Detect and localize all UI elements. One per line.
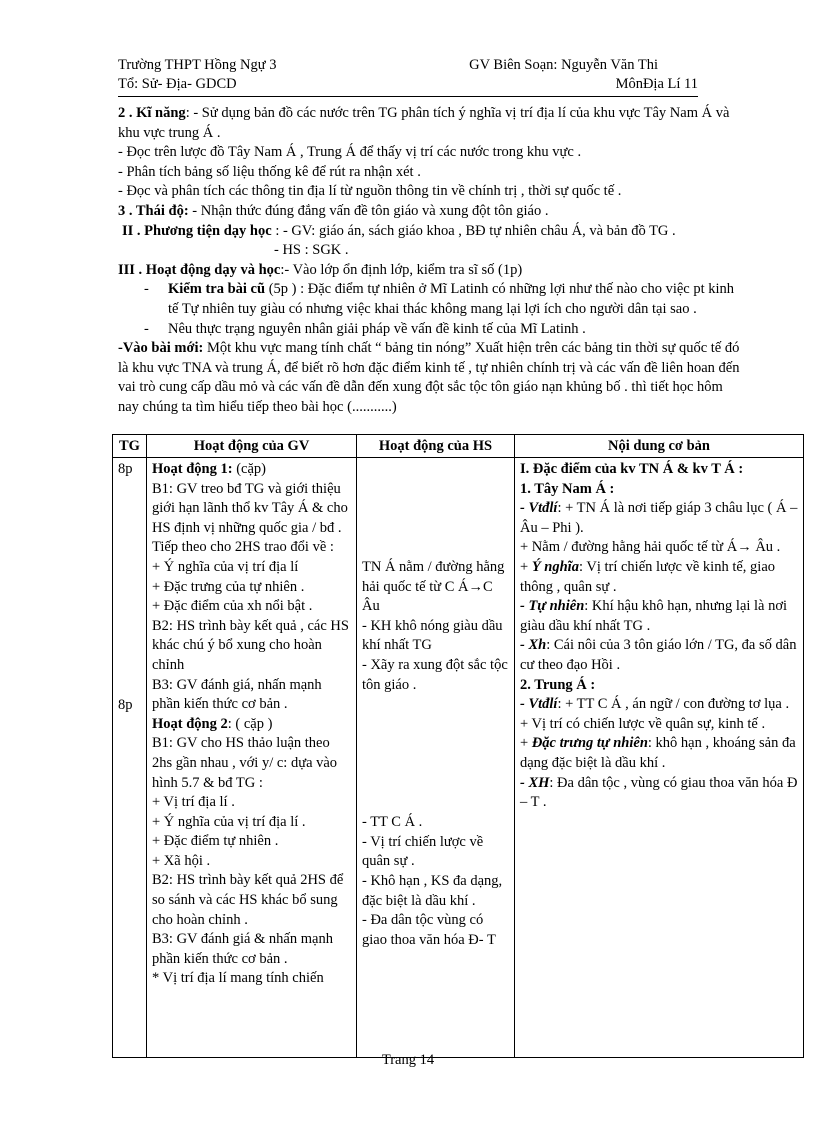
subject: MônĐịa Lí 11 bbox=[615, 76, 698, 92]
content-line: - Tự nhiên: Khí hậu khô hạn, nhưng lại là nơi giàu dầu khí nhất TG . bbox=[520, 598, 788, 634]
skills-text: : - Sử dụng bản đồ các nước trên TG phân tích ý nghĩa vị trí địa lí của khu vực Tây Nam Á và khu vực trung Á . bbox=[118, 105, 730, 141]
skills-item: - Đọc trên lược đồ Tây Nam Á , Trung Á để thấy vị trí các nước trong khu vực . bbox=[118, 144, 582, 161]
content-line: + Nằm / đường hằng hải quốc tế từ Á→ Âu . bbox=[520, 539, 781, 556]
content-line: + Vị trí có chiến lược về quân sự, kinh tế . bbox=[520, 715, 766, 732]
content-line: + Ý nghĩa: Vị trí chiến lược về kinh tế, giao thông , quân sự . bbox=[520, 558, 776, 595]
author-name: GV Biên Soạn: Nguyễn Văn Thi bbox=[469, 57, 658, 73]
content-line: - Vtđlí: + TN Á là nơi tiếp giáp 3 châu lục ( Á – Âu – Phi ). bbox=[520, 500, 798, 536]
content-heading: I. Đặc điểm của kv TN Á & kv T Á : bbox=[520, 461, 744, 477]
table-header-row bbox=[113, 435, 804, 458]
hs-line: - Đa dân tộc vùng có giao thoa văn hóa Đ- T bbox=[362, 912, 496, 948]
hs-line: TN Á nằm / đường hằng hải quốc tế từ C Á→C Âu bbox=[362, 559, 505, 615]
materials-hs: - HS : SGK . bbox=[274, 242, 349, 259]
attitude-paragraph bbox=[118, 202, 743, 222]
gv-line: B2: HS trình bày kết quả 2HS để so sánh và các HS khác bổ sung cho hoàn chỉnh . bbox=[152, 872, 344, 928]
gv-line: + Đặc trưng của tự nhiên . bbox=[152, 578, 305, 595]
page-number: Trang 14 bbox=[381, 1052, 435, 1068]
bullet-dash: - bbox=[144, 320, 149, 337]
gv-line: + Xã hội . bbox=[152, 852, 211, 869]
check-text: (5p ) : Đặc điểm tự nhiên ở Mĩ Latinh có những lợi như thế nào cho việc pt kinh tế Tự nhiên tuy giàu có nhưng việc khai thác không mang lại lợi ích cho người dân tại sao . bbox=[168, 281, 735, 317]
gv-line: B1: GV treo bđ TG và giới thiệu giới hạn lãnh thổ kv Tây Á & cho HS định vị những quốc gia / bđ . bbox=[152, 480, 348, 536]
check-item bbox=[118, 280, 743, 319]
hs-line: - Xãy ra xung đột sắc tộc tôn giáo . bbox=[362, 656, 508, 693]
hs-line: - TT C Á . bbox=[362, 814, 423, 831]
activities-title: III . Hoạt động dạy và học bbox=[118, 261, 281, 278]
intro-text: Một khu vực mang tính chất “ bảng tin nóng” Xuất hiện trên các bảng tin thời sự quốc tế đó là khu vực TNA và trung Á, để biết rõ hơn đặc điểm kinh tế , tự nhiên chính trị và các vấn đề liên hoan đến vai trò cung cấp dầu mỏ và các vấn đề dẫn đến xung đột sắc tộc tôn giáo nạn khủng bố . thì tiết học hôm nay chúng ta tìm hiểu tiếp theo bài học (...........) bbox=[118, 340, 740, 415]
content-subheading: 2. Trung Á : bbox=[520, 676, 596, 693]
content-subheading: 1. Tây Nam Á : bbox=[520, 480, 615, 497]
gv-line: + Vị trí địa lí . bbox=[152, 794, 235, 811]
gv-line: + Ý nghĩa của vị trí địa lí bbox=[152, 558, 299, 575]
gv-line: B1: GV cho HS thảo luận theo 2hs gần nhau , với y/ c: dựa vào hình 5.7 & bđ TG : bbox=[152, 735, 338, 791]
table-row bbox=[113, 458, 804, 1058]
intro-title: -Vào bài mới: bbox=[118, 340, 204, 357]
tg-value: 8p bbox=[118, 696, 133, 713]
header-divider bbox=[118, 96, 698, 97]
document-body bbox=[118, 104, 743, 418]
tg-value: 8p bbox=[118, 461, 133, 477]
header-gv: Hoạt động của GV bbox=[147, 435, 357, 458]
content-line: - Xh: Cái nôi của 3 tôn giáo lớn / TG, đa số dân cư theo đạo Hồi . bbox=[520, 637, 797, 673]
gv-line: + Đặc điểm của xh nổi bật . bbox=[152, 598, 313, 615]
attitude-text: - Nhận thức đúng đắng vấn đề tôn giáo và xung đột tôn giáo . bbox=[188, 202, 549, 219]
skills-title: 2 . Kĩ năng bbox=[118, 105, 186, 121]
hs-line: - Vị trí chiến lược về quân sự . bbox=[362, 833, 484, 870]
intro-paragraph bbox=[118, 339, 746, 417]
gv-line: Tiếp theo cho 2HS trao đổi về : bbox=[152, 539, 334, 556]
hs-cell bbox=[357, 458, 515, 1058]
gv-line: + Ý nghĩa của vị trí địa lí . bbox=[152, 813, 306, 830]
content-line: + Đặc trưng tự nhiên: khô hạn , khoáng sản đa dạng đặc biệt là dầu khí . bbox=[520, 735, 796, 771]
activities-text: :- Vào lớp ổn định lớp, kiểm tra sĩ số (1p) bbox=[280, 261, 523, 278]
check-title: Kiểm tra bài cũ bbox=[168, 281, 266, 298]
materials-title: II . Phương tiện dạy học bbox=[122, 222, 272, 239]
skills-item: - Phân tích bảng số liệu thống kê để rút ra nhận xét . bbox=[118, 163, 421, 180]
content-cell bbox=[515, 458, 804, 1058]
gv-line: * Vị trí địa lí mang tính chiến bbox=[152, 970, 324, 987]
gv-line: + Đặc điểm tự nhiên . bbox=[152, 833, 279, 850]
check-item-2 bbox=[118, 320, 743, 340]
attitude-title: 3 . Thái độ: bbox=[118, 202, 189, 219]
school-name: Trường THPT Hồng Ngự 3 bbox=[118, 57, 277, 73]
gv-line: B3: GV đánh giá & nhấn mạnh phần kiến thức cơ bản . bbox=[152, 931, 333, 967]
gv-cell bbox=[147, 458, 357, 1058]
activities-paragraph bbox=[118, 261, 743, 281]
bullet-dash: - bbox=[144, 281, 149, 298]
header-tg: TG bbox=[113, 435, 147, 458]
hs-line: - KH khô nóng giàu dầu khí nhất TG bbox=[362, 617, 503, 654]
page-header bbox=[118, 56, 698, 94]
header-content: Nội dung cơ bản bbox=[515, 435, 804, 458]
gv-line: B2: HS trình bày kết quả , các HS khác chú ý bổ xung cho hoàn chỉnh bbox=[152, 617, 349, 673]
materials-text: : - GV: giáo án, sách giáo khoa , BĐ tự nhiên châu Á, và bản đồ TG . bbox=[271, 222, 676, 239]
hs-line: - Khô hạn , KS đa dạng, đặc biệt là dầu khí . bbox=[362, 872, 503, 909]
tg-cell bbox=[113, 458, 147, 1058]
gv-line: B3: GV đánh giá, nhấn mạnh phần kiến thức cơ bản . bbox=[152, 676, 322, 713]
department: Tổ: Sử- Địa- GDCD bbox=[118, 76, 237, 92]
materials-paragraph bbox=[118, 222, 743, 242]
gv-line: Hoạt động 1: (cặp) bbox=[152, 461, 266, 477]
skills-paragraph bbox=[118, 104, 743, 143]
header-hs: Hoạt động của HS bbox=[357, 435, 515, 458]
content-line: - XH: Đa dân tộc , vùng có giau thoa văn hóa Đ – T . bbox=[520, 774, 798, 811]
gv-line: Hoạt động 2: ( cặp ) bbox=[152, 715, 273, 732]
check-item-2-text: Nêu thực trạng nguyên nhân giải pháp về vấn đề kinh tế của Mĩ Latinh . bbox=[168, 320, 586, 337]
skills-item: - Đọc và phân tích các thông tin địa lí từ nguồn thông tin về chính trị , thời sự quốc tế . bbox=[118, 183, 622, 200]
content-line: - Vtđlí: + TT C Á , án ngữ / con đường tơ lụa . bbox=[520, 696, 790, 713]
lesson-table bbox=[112, 434, 804, 1058]
